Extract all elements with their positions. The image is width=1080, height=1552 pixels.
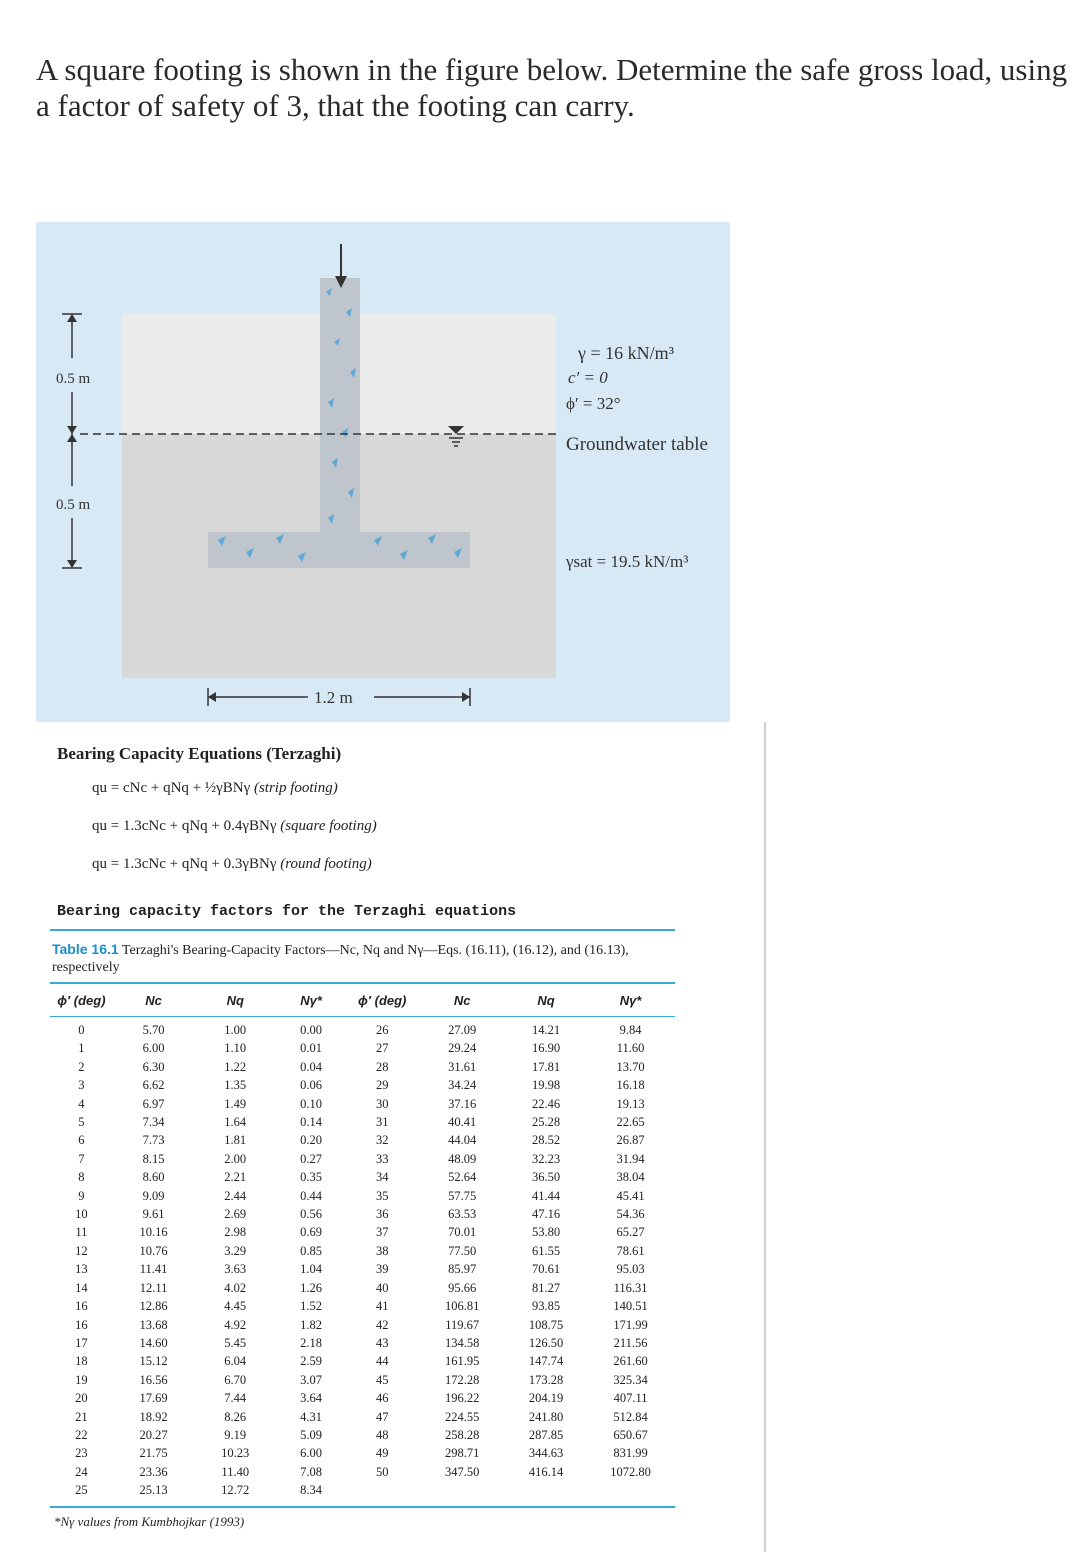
table-cell: 0.04 (300, 1059, 322, 1074)
table-row (50, 1076, 675, 1094)
table-cell: 0.27 (300, 1151, 322, 1166)
table-cell: 13 (75, 1262, 88, 1277)
table-cell: 31.94 (616, 1151, 645, 1166)
table-cell: 38.04 (616, 1170, 645, 1185)
table-cell: 1.10 (224, 1041, 247, 1056)
table-cell: 5 (78, 1115, 85, 1130)
table-cell: 77.50 (448, 1243, 477, 1258)
table-cell: 512.84 (613, 1409, 648, 1424)
table-cell (346, 1481, 418, 1499)
column-header: Nc (418, 984, 506, 1017)
table-cell: 11.41 (139, 1262, 168, 1277)
table-cell: 49 (375, 1446, 389, 1461)
table-cell: 13.70 (616, 1059, 645, 1074)
table-cell: 30 (375, 1096, 389, 1111)
table-cell: 831.99 (613, 1446, 648, 1461)
table-cell: 19 (75, 1372, 88, 1387)
table-cell: 28.52 (531, 1133, 561, 1148)
square-note: (square footing) (280, 818, 377, 834)
table-cell: 2.21 (224, 1170, 247, 1185)
table-cell: 119.67 (445, 1317, 480, 1332)
table-cell: 39 (375, 1262, 389, 1277)
table-cell: 16.18 (616, 1078, 645, 1093)
table-cell: 16.56 (139, 1372, 168, 1387)
table-cell: 20 (75, 1391, 88, 1406)
square-equation (92, 818, 377, 835)
table-cell: 27 (375, 1041, 389, 1056)
table-cell: 85.97 (448, 1262, 477, 1277)
table-cell: 12.86 (139, 1299, 168, 1314)
table-cell: 42 (375, 1317, 389, 1332)
table-row (50, 1408, 675, 1426)
table-cell: 24 (75, 1464, 88, 1479)
table-cell: 0.85 (300, 1243, 322, 1258)
table-cell: 95.66 (448, 1280, 477, 1295)
table-cell: 298.71 (445, 1446, 480, 1461)
table-cell: 37 (375, 1225, 389, 1240)
table-cell: 45.41 (616, 1188, 645, 1203)
bearing-factors-table (50, 929, 675, 1536)
square-formula: qu = 1.3cNc + qNq + 0.4γBNγ (92, 818, 277, 834)
table-cell: 12.72 (221, 1483, 250, 1498)
table-cell: 57.75 (448, 1188, 477, 1203)
table-cell: 21 (75, 1409, 88, 1424)
table-cell: 81.27 (531, 1280, 561, 1295)
table-cell: 14.60 (139, 1335, 168, 1350)
problem-statement: A square footing is shown in the figure below. Determine the safe gross load, using a factor of safety of 3, that the footing can carry. (36, 52, 1068, 123)
column-header: ϕ′ (deg) (50, 984, 113, 1017)
table-cell: 17.69 (139, 1391, 168, 1406)
table-cell: 18 (75, 1354, 88, 1369)
table-cell: 22.65 (616, 1115, 645, 1130)
table-cell: 4.02 (224, 1280, 247, 1295)
table-row (50, 1389, 675, 1407)
table-cell: 1072.80 (610, 1464, 651, 1479)
table-cell: 34.24 (448, 1078, 477, 1093)
round-equation (92, 856, 372, 873)
table-cell: 5.70 (142, 1023, 165, 1037)
table-body (50, 1017, 675, 1500)
table-cell: 61.55 (531, 1243, 561, 1258)
table-cell: 33 (375, 1151, 389, 1166)
table-cell: 196.22 (445, 1391, 480, 1406)
table-cell: 1.52 (300, 1299, 322, 1314)
table-cell: 241.80 (528, 1409, 564, 1424)
table-cell: 2.59 (300, 1354, 322, 1369)
table-cell: 6.04 (224, 1354, 247, 1369)
table-cell: 16 (75, 1317, 88, 1332)
table-cell: 106.81 (445, 1299, 480, 1314)
table-cell: 6 (78, 1133, 85, 1148)
table-cell: 3.64 (300, 1391, 322, 1406)
table-cell: 407.11 (613, 1391, 648, 1406)
table-cell: 6.97 (142, 1096, 165, 1111)
table-cell: 1.35 (224, 1078, 247, 1093)
table-row (50, 1444, 675, 1462)
column-header: Nγ* (276, 984, 346, 1017)
table-cell: 36.50 (531, 1170, 561, 1185)
table-cell: 9.84 (619, 1023, 642, 1037)
table-cell: 19.13 (616, 1096, 645, 1111)
column-header: Nc (113, 984, 195, 1017)
table-cell: 172.28 (445, 1372, 480, 1387)
table-row (50, 1187, 675, 1205)
table-cell: 4.31 (300, 1409, 322, 1424)
table-cell: 5.45 (224, 1335, 247, 1350)
table-cell: 7.73 (142, 1133, 165, 1148)
table-row (50, 1205, 675, 1223)
strip-note: (strip footing) (253, 780, 338, 796)
table-cell: 70.01 (448, 1225, 477, 1240)
table-cell: 31 (375, 1115, 389, 1130)
table-cell: 6.30 (142, 1059, 165, 1074)
table-cell: 1.04 (300, 1262, 322, 1277)
table-row (50, 1168, 675, 1186)
table-cell: 10 (75, 1207, 88, 1222)
table-bottom-rule (50, 1506, 675, 1508)
table-cell: 3.63 (224, 1262, 247, 1277)
table-cell: 0.20 (300, 1133, 322, 1148)
table-row (50, 1131, 675, 1149)
table-cell: 0.35 (300, 1170, 322, 1185)
table-cell: 27.09 (448, 1023, 477, 1037)
round-formula: qu = 1.3cNc + qNq + 0.3γBNγ (92, 856, 277, 872)
table-footnote: *Nγ values from Kumbhojkar (1993) (54, 1513, 245, 1529)
table-cell: 2 (78, 1059, 85, 1074)
table-row (50, 1371, 675, 1389)
table-cell: 347.50 (445, 1464, 480, 1479)
strip-formula: qu = cNc + qNq + ½γBNγ (92, 780, 251, 796)
table-cell: 161.95 (445, 1354, 480, 1369)
saturated-weight-label: γsat = 19.5 kN/m³ (566, 552, 689, 571)
table-cell: 287.85 (528, 1427, 564, 1442)
table-cell: 8.60 (142, 1170, 165, 1185)
table-cell: 0 (78, 1023, 85, 1037)
table-cell: 147.74 (528, 1354, 564, 1369)
table-row (50, 1352, 675, 1370)
table-header-row (50, 984, 675, 1017)
table-row (50, 1017, 675, 1040)
table-cell: 41.44 (531, 1188, 561, 1203)
column-header: ϕ′ (deg) (346, 984, 418, 1017)
table-cell: 35 (375, 1188, 389, 1203)
table-cell: 1.82 (300, 1317, 322, 1332)
table-row (50, 1113, 675, 1131)
table-cell: 116.31 (613, 1280, 648, 1295)
table-cell: 325.34 (613, 1372, 648, 1387)
table-cell: 9 (78, 1188, 85, 1203)
table-cell: 17 (75, 1335, 88, 1350)
equations-title: Bearing Capacity Equations (Terzaghi) (57, 744, 342, 763)
table-cell: 32 (375, 1133, 389, 1148)
table-cell: 52.64 (448, 1170, 477, 1185)
groundwater-label: Groundwater table (566, 434, 708, 455)
table-cell: 70.61 (531, 1262, 561, 1277)
table-cell (586, 1481, 675, 1499)
table-cell: 173.28 (528, 1372, 564, 1387)
table-cell: 9.09 (142, 1188, 165, 1203)
table-cell: 10.16 (139, 1225, 168, 1240)
table-label: Table 16.1 (52, 941, 119, 957)
table-cell: 14 (75, 1280, 88, 1295)
table-row (50, 1242, 675, 1260)
table-cell: 16.90 (531, 1041, 561, 1056)
table-cell: 2.18 (300, 1335, 322, 1350)
table-cell: 3.29 (224, 1243, 247, 1258)
table-row (50, 1316, 675, 1334)
table-cell: 44.04 (448, 1133, 477, 1148)
table-cell: 10.76 (139, 1243, 168, 1258)
friction-angle-label: ϕ′ = 32° (566, 394, 621, 413)
table-cell: 204.19 (528, 1391, 564, 1406)
table-cell: 50 (375, 1464, 389, 1479)
factors-table (50, 984, 675, 1500)
table-cell: 43 (375, 1335, 389, 1350)
table-cell: 47 (375, 1409, 389, 1424)
table-cell: 32.23 (531, 1151, 561, 1166)
table-cell: 48.09 (448, 1151, 477, 1166)
page-divider (764, 722, 766, 1552)
table-cell: 1.26 (300, 1280, 322, 1295)
unit-weight-label: γ = 16 kN/m³ (578, 343, 675, 363)
table-cell: 15.12 (139, 1354, 168, 1369)
table-cell: 2.00 (224, 1151, 247, 1166)
table-cell: 25.13 (139, 1483, 168, 1498)
table-row (50, 1095, 675, 1113)
table-cell: 23.36 (139, 1464, 168, 1479)
table-cell: 2.69 (224, 1207, 247, 1222)
table-cell: 25 (75, 1483, 88, 1498)
table-row (50, 1481, 675, 1499)
table-cell (506, 1481, 586, 1499)
table-cell: 22.46 (531, 1096, 561, 1111)
table-cell: 0.01 (300, 1041, 322, 1056)
table-cell: 0.69 (300, 1225, 322, 1240)
table-cell: 6.00 (300, 1446, 322, 1461)
column-header: Nq (194, 984, 276, 1017)
table-cell: 3 (78, 1078, 85, 1093)
table-cell: 11.60 (616, 1041, 645, 1056)
table-cell: 8.26 (224, 1409, 247, 1424)
table-cell: 22 (75, 1427, 88, 1442)
table-cell: 126.50 (528, 1335, 564, 1350)
table-cell: 12.11 (139, 1280, 168, 1295)
table-cell: 4.92 (224, 1317, 247, 1332)
table-cell: 36 (375, 1207, 389, 1222)
table-cell: 108.75 (528, 1317, 564, 1332)
table-cell: 26.87 (616, 1133, 645, 1148)
table-cell: 11.40 (221, 1464, 250, 1479)
table-cell: 1.49 (224, 1096, 247, 1111)
table-cell: 4.45 (224, 1299, 247, 1314)
table-cell: 2.44 (224, 1188, 247, 1203)
footing-column (320, 278, 360, 548)
table-cell: 4 (78, 1096, 85, 1111)
table-cell: 0.00 (300, 1023, 322, 1037)
table-cell: 211.56 (613, 1335, 648, 1350)
table-cell: 224.55 (445, 1409, 480, 1424)
table-cell: 93.85 (531, 1299, 561, 1314)
table-cell: 134.58 (445, 1335, 480, 1350)
table-cell: 650.67 (613, 1427, 648, 1442)
table-cell: 3.07 (300, 1372, 322, 1387)
table-row (50, 1223, 675, 1241)
table-cell: 2.98 (224, 1225, 247, 1240)
table-cell: 18.92 (139, 1409, 168, 1424)
table-cell: 10.23 (221, 1446, 250, 1461)
table-cell: 41 (375, 1299, 389, 1314)
table-cell: 29.24 (448, 1041, 477, 1056)
table-cell: 1.64 (224, 1115, 247, 1130)
table-cell: 46 (375, 1391, 389, 1406)
table-cell: 0.56 (300, 1207, 322, 1222)
table-cell: 416.14 (528, 1464, 564, 1479)
table-cell: 5.09 (300, 1427, 322, 1442)
table-cell (418, 1481, 506, 1499)
table-cell: 54.36 (616, 1207, 645, 1222)
table-cell: 29 (375, 1078, 389, 1093)
table-cell: 40 (375, 1280, 389, 1295)
table-cell: 1.00 (224, 1023, 247, 1037)
table-cell: 12 (75, 1243, 88, 1258)
table-row (50, 1150, 675, 1168)
table-row (50, 1297, 675, 1315)
table-cell: 28 (375, 1059, 389, 1074)
table-row (50, 1058, 675, 1076)
table-row (50, 1260, 675, 1278)
table-cell: 25.28 (531, 1115, 561, 1130)
table-row (50, 1039, 675, 1057)
table-cell: 20.27 (139, 1427, 168, 1442)
table-cell: 7.34 (142, 1115, 165, 1130)
table-cell: 6.70 (224, 1372, 247, 1387)
dim-lower-label: 0.5 m (56, 497, 91, 513)
table-cell: 0.10 (300, 1096, 322, 1111)
table-cell: 31.61 (448, 1059, 477, 1074)
width-label: 1.2 m (314, 688, 353, 707)
table-cell: 140.51 (613, 1299, 648, 1314)
table-caption-text: Terzaghi's Bearing-Capacity Factors—Nc, Nq and Nγ—Eqs. (16.11), (16.12), and (16.13), respectively (52, 943, 629, 975)
table-cell: 26 (375, 1023, 389, 1037)
table-cell: 0.06 (300, 1078, 322, 1093)
strip-equation (92, 780, 338, 797)
factors-title: Bearing capacity factors for the Terzaghi equations (57, 903, 517, 920)
table-cell: 38 (375, 1243, 389, 1258)
table-cell: 17.81 (531, 1059, 561, 1074)
table-cell: 95.03 (616, 1262, 645, 1277)
table-row (50, 1463, 675, 1481)
table-cell: 11 (75, 1225, 88, 1240)
table-cell: 7.44 (224, 1391, 247, 1406)
table-cell: 258.28 (445, 1427, 480, 1442)
table-cell: 78.61 (616, 1243, 645, 1258)
cohesion-label: c′ = 0 (568, 368, 608, 387)
table-cell: 63.53 (448, 1207, 477, 1222)
table-row (50, 1279, 675, 1297)
table-cell: 344.63 (528, 1446, 564, 1461)
table-cell: 16 (75, 1299, 88, 1314)
table-cell: 40.41 (448, 1115, 477, 1130)
table-cell: 7 (78, 1151, 85, 1166)
column-header: Nγ* (586, 984, 675, 1017)
footing-diagram (36, 222, 730, 722)
table-caption (52, 941, 673, 976)
table-cell: 53.80 (531, 1225, 561, 1240)
table-cell: 47.16 (531, 1207, 561, 1222)
column-header: Nq (506, 984, 586, 1017)
table-cell: 9.61 (142, 1207, 165, 1222)
table-cell: 1.22 (224, 1059, 247, 1074)
table-cell: 19.98 (531, 1078, 561, 1093)
dim-upper-label: 0.5 m (56, 371, 91, 387)
table-top-rule (50, 929, 675, 931)
table-cell: 6.62 (142, 1078, 165, 1093)
table-cell: 45 (375, 1372, 389, 1387)
table-cell: 9.19 (224, 1427, 247, 1442)
footing-figure (36, 222, 730, 722)
table-cell: 8.34 (300, 1483, 322, 1498)
table-cell: 6.00 (142, 1041, 165, 1056)
table-row (50, 1334, 675, 1352)
table-cell: 65.27 (616, 1225, 645, 1240)
table-cell: 8 (78, 1170, 85, 1185)
table-cell: 21.75 (139, 1446, 168, 1461)
table-cell: 1.81 (224, 1133, 247, 1148)
table-cell: 7.08 (300, 1464, 322, 1479)
table-cell: 13.68 (139, 1317, 168, 1332)
table-cell: 1 (78, 1041, 85, 1056)
table-cell: 44 (375, 1354, 389, 1369)
table-cell: 34 (375, 1170, 389, 1185)
round-note: (round footing) (280, 856, 372, 872)
table-cell: 48 (375, 1427, 389, 1442)
table-cell: 37.16 (448, 1096, 477, 1111)
table-cell: 0.44 (300, 1188, 322, 1203)
table-cell: 8.15 (142, 1151, 165, 1166)
table-cell: 171.99 (613, 1317, 648, 1332)
table-cell: 23 (75, 1446, 88, 1461)
table-cell: 261.60 (613, 1354, 648, 1369)
table-cell: 0.14 (300, 1115, 322, 1130)
table-cell: 14.21 (531, 1023, 561, 1037)
table-row (50, 1426, 675, 1444)
